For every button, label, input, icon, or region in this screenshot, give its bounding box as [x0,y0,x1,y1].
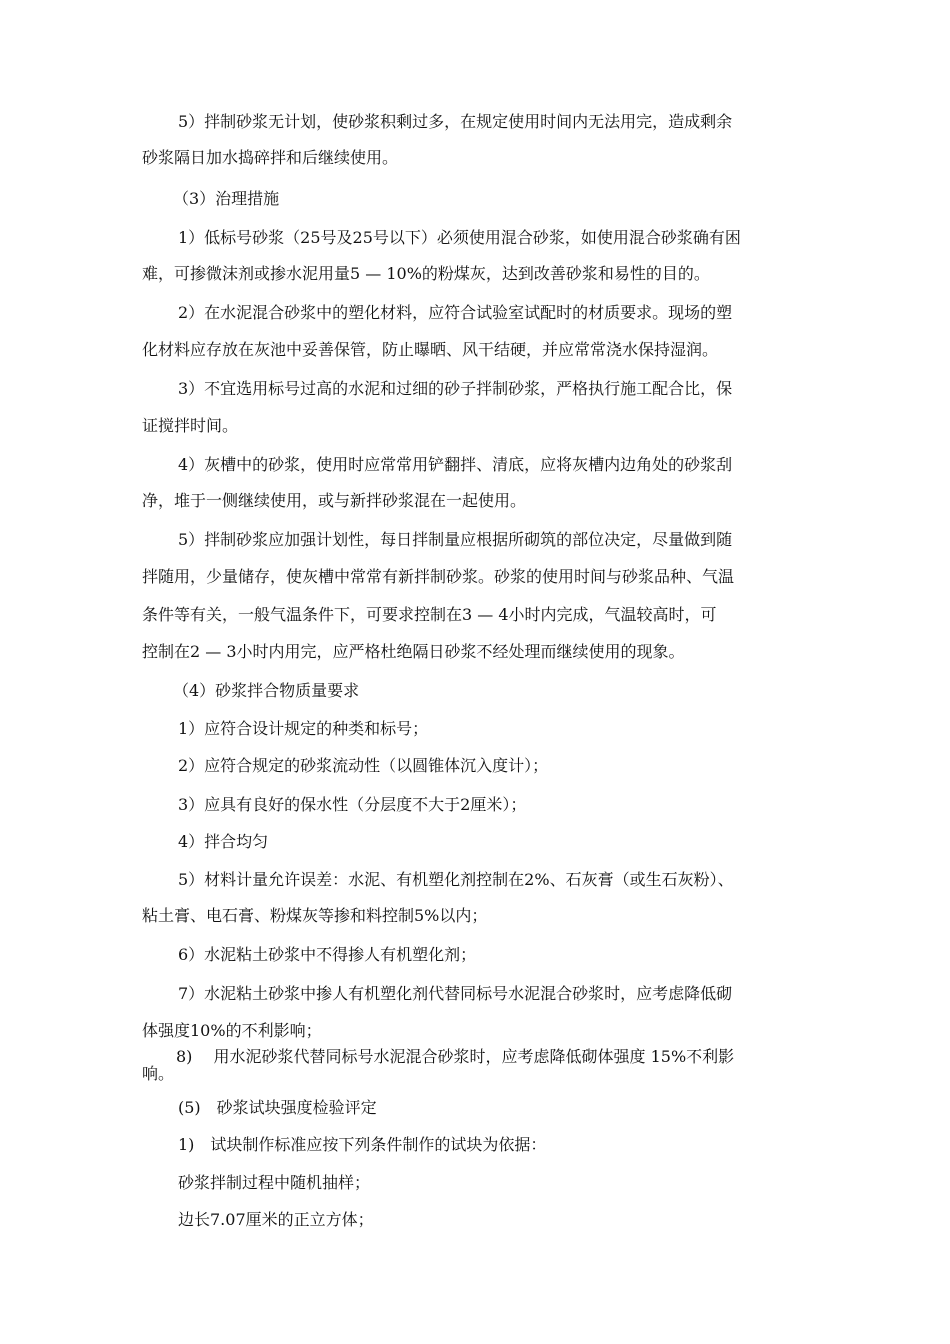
text-line: 难，可掺微沫剂或掺水泥用量5 — 10%的粉煤灰，达到改善砂浆和易性的目的。 [142,264,710,283]
text-line: 3）应具有良好的保水性（分层度不大于2厘米）； [178,795,527,814]
text-line: 化材料应存放在灰池中妥善保管，防止曝晒、风干结硬，并应常常浇水保持湿润。 [142,340,719,359]
text-line: 净，堆于一侧继续使用，或与新拌砂浆混在一起使用。 [142,491,527,510]
text-line: 6）水泥粘土砂浆中不得掺人有机塑化剂； [178,945,477,964]
text-line: 响。 [142,1064,175,1083]
text-line: 1) 试块制作标准应按下列条件制作的试块为依据： [178,1135,547,1154]
text-line: 控制在2 — 3小时内用完，应严格杜绝隔日砂浆不经处理而继续使用的现象。 [142,642,685,661]
text-line: 证搅拌时间。 [142,416,239,435]
text-line: 5）拌制砂浆无计划，使砂浆积剩过多，在规定使用时间内无法用完，造成剩余 [178,112,733,131]
text-line: 边长7.07厘米的正立方体； [178,1210,374,1229]
section-heading: （3）治理措施 [173,189,280,208]
text-line: 2）应符合规定的砂浆流动性（以圆锥体沉入度计）； [178,756,549,775]
text-line: 4）拌合均匀 [178,832,269,851]
text-line: 拌随用，少量储存，使灰槽中常常有新拌制砂浆。砂浆的使用时间与砂浆品种、气温 [142,567,735,586]
section-heading: （4）砂浆拌合物质量要求 [173,681,360,700]
text-line: 1）低标号砂浆（25号及25号以下）必须使用混合砂浆，如使用混合砂浆确有困 [178,228,741,247]
text-line: 4）灰槽中的砂浆，使用时应常常用铲翻拌、清底，应将灰槽内边角处的砂浆刮 [178,455,733,474]
text-line: 砂浆隔日加水捣碎拌和后继续使用。 [142,148,399,167]
text-line: 2）在水泥混合砂浆中的塑化材料，应符合试验室试配时的材质要求。现场的塑 [178,303,733,322]
text-line: 7）水泥粘土砂浆中掺人有机塑化剂代替同标号水泥混合砂浆时，应考虑降低砌 [178,984,733,1003]
text-line: 3）不宜选用标号过高的水泥和过细的砂子拌制砂浆，严格执行施工配合比，保 [178,379,733,398]
text-line: 体强度10%的不利影响； [142,1021,322,1040]
text-line: 条件等有关，一般气温条件下，可要求控制在3 — 4小时内完成，气温较高时，可 [142,605,717,624]
text-line: 粘土膏、电石膏、粉煤灰等掺和料控制5%以内； [142,906,488,925]
section-heading: (5) 砂浆试块强度检验评定 [178,1098,377,1117]
text-line: 8) 用水泥砂浆代替同标号水泥混合砂浆时，应考虑降低砌体强度 15%不利影 [176,1047,735,1066]
text-line: 5）拌制砂浆应加强计划性，每日拌制量应根据所砌筑的部位决定，尽量做到随 [178,530,733,549]
text-line: 砂浆拌制过程中随机抽样； [178,1173,371,1192]
text-line: 5）材料计量允许误差：水泥、有机塑化剂控制在2%、石灰膏（或生石灰粉）、 [178,870,734,889]
text-line: 1）应符合设计规定的种类和标号； [178,719,429,738]
